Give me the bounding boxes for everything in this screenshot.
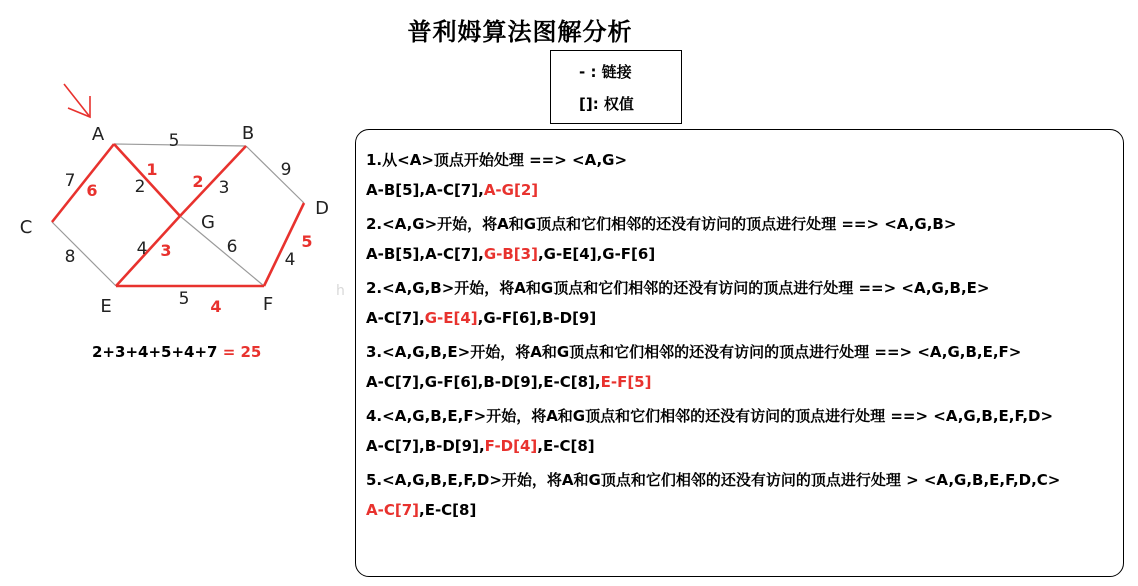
selected-edge-text: A-G[2] <box>483 181 539 199</box>
step-line <box>366 341 1021 362</box>
edge-order-a-g: 1 <box>146 160 158 179</box>
step-line <box>366 149 627 170</box>
step-line <box>366 437 595 455</box>
step-line <box>366 373 651 391</box>
weight-sum <box>92 343 261 361</box>
watermark: h <box>336 283 345 299</box>
step-text: A-C[7], <box>366 309 425 327</box>
start-arrow-icon <box>64 84 90 117</box>
steps-panel <box>355 129 1124 577</box>
edge-weight-a-g: 2 <box>134 177 146 197</box>
page-title: 普利姆算法图解分析 <box>407 18 633 46</box>
step-line <box>366 213 956 234</box>
step-line <box>366 309 596 327</box>
step-text: 3.<A,G,B,E>开始，将A和G顶点和它们相邻的还没有访问的顶点进行处理 ==> <A,G,B,E,F> <box>366 343 1022 361</box>
edge-order-e-g: 3 <box>160 241 172 260</box>
sum-result: = 25 <box>222 343 262 361</box>
edge-weight-g-f: 6 <box>226 237 238 257</box>
step-text: A-C[7],B-D[9], <box>366 437 485 455</box>
edge-a-c <box>52 144 114 222</box>
edge-order-e-f: 4 <box>210 297 222 316</box>
edge-weight-a-c: 7 <box>64 171 76 191</box>
edge-order-f-d: 5 <box>301 232 313 251</box>
edge-order-a-c: 6 <box>86 181 98 200</box>
edge-b-d <box>246 146 304 203</box>
step-line <box>366 181 538 199</box>
sum-expression: 2+3+4+5+4+7 <box>92 343 218 361</box>
node-g: G <box>201 212 215 233</box>
edge-weight-a-b: 5 <box>168 131 180 151</box>
step-text: 2.<A,G>开始，将A和G顶点和它们相邻的还没有访问的顶点进行处理 ==> <A,G,B> <box>366 215 957 233</box>
selected-edge-text: A-C[7] <box>366 501 419 519</box>
step-line <box>366 501 476 519</box>
edge-weight-c-e: 8 <box>64 247 76 267</box>
step-line <box>366 469 1060 490</box>
node-f: F <box>262 294 274 315</box>
step-text: A-B[5],A-C[7], <box>366 181 484 199</box>
step-line <box>366 245 655 263</box>
graph-diagram <box>0 0 340 330</box>
node-d: D <box>315 198 329 219</box>
selected-edge-text: G-B[3] <box>483 245 538 263</box>
edge-b-g <box>180 146 246 216</box>
step-text: A-C[7],G-F[6],B-D[9],E-C[8], <box>366 373 601 391</box>
legend-link: - : 链接 <box>579 63 632 81</box>
node-c: C <box>19 217 33 238</box>
step-line <box>366 405 1053 426</box>
edge-order-b-g: 2 <box>192 172 204 191</box>
step-line <box>366 277 989 298</box>
step-text: 5.<A,G,B,E,F,D>开始，将A和G顶点和它们相邻的还没有访问的顶点进行处理 > <A,G,B,E,F,D,C> <box>366 471 1061 489</box>
edge-weight-f-d: 4 <box>284 250 296 270</box>
step-text: A-B[5],A-C[7], <box>366 245 484 263</box>
edge-weight-e-f: 5 <box>178 289 190 309</box>
node-a: A <box>91 124 105 145</box>
step-text: ,E-C[8] <box>419 501 477 519</box>
selected-edge-text: E-F[5] <box>600 373 652 391</box>
legend-weight: []: 权值 <box>579 95 634 113</box>
step-text: 1.从<A>顶点开始处理 ==> <A,G> <box>366 151 628 169</box>
step-text: 2.<A,G,B>开始，将A和G顶点和它们相邻的还没有访问的顶点进行处理 ==> <A,G,B,E> <box>366 279 990 297</box>
step-text: ,G-E[4],G-F[6] <box>537 245 656 263</box>
edge-weight-e-g: 4 <box>136 239 148 259</box>
selected-edge-text: F-D[4] <box>484 437 538 455</box>
node-b: B <box>241 123 255 144</box>
selected-edge-text: G-E[4] <box>424 309 478 327</box>
legend-box <box>550 50 682 124</box>
edge-c-e <box>52 222 116 286</box>
edge-f-d <box>264 203 304 286</box>
node-e: E <box>100 296 112 317</box>
edge-a-g <box>114 144 180 216</box>
step-text: ,E-C[8] <box>537 437 595 455</box>
edge-weight-b-g: 3 <box>218 178 230 198</box>
edge-weight-b-d: 9 <box>280 160 292 180</box>
step-text: ,G-F[6],B-D[9] <box>477 309 597 327</box>
edge-a-b <box>114 144 246 146</box>
edge-g-f <box>180 216 264 286</box>
step-text: 4.<A,G,B,E,F>开始，将A和G顶点和它们相邻的还没有访问的顶点进行处理 ==> <A,G,B,E,F,D> <box>366 407 1054 425</box>
